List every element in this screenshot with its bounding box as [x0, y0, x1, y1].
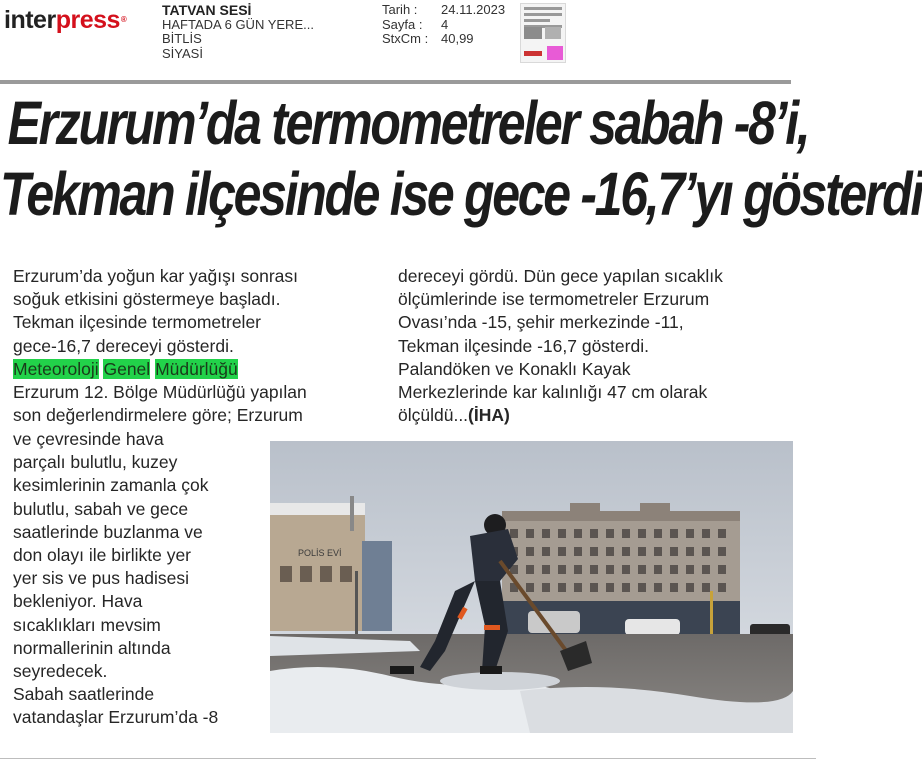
- header-divider: [0, 80, 791, 84]
- text-line: bekleniyor. Hava: [13, 591, 143, 612]
- text-line: Tekman ilçesinde termometreler: [13, 312, 262, 333]
- publication-frequency: HAFTADA 6 GÜN YERE...: [162, 16, 314, 32]
- article-column-2: [398, 265, 798, 427]
- text-line: normallerinin altında: [13, 637, 171, 658]
- highlight-mudurlugu: Müdürlüğü: [155, 358, 238, 379]
- text-line: soğuk etkisini göstermeye başladı.: [13, 289, 281, 310]
- highlight-meteoroloji: Meteoroloji: [13, 358, 99, 379]
- publication-category: SİYASİ: [162, 45, 203, 61]
- logo-registered-mark: ®: [120, 15, 127, 24]
- article-photo: [270, 441, 793, 733]
- headline-line-2: Tekman ilçesinde ise gece -16,7’yı gösterdi: [0, 159, 922, 229]
- text-line: gece-16,7 dereceyi gösterdi.: [13, 335, 234, 356]
- interpress-logo: [4, 6, 126, 34]
- text-line: Tekman ilçesinde -16,7 gösterdi.: [398, 335, 649, 356]
- text-line: Erzurum 12. Bölge Müdürlüğü yapılan: [13, 382, 307, 403]
- text-line: ölçümlerinde ise termometreler Erzurum: [398, 289, 710, 310]
- article-column-1-continued: [13, 428, 268, 730]
- text-line: vatandaşlar Erzurum’da -8: [13, 707, 219, 728]
- stxcm-value: 40,99: [441, 31, 474, 46]
- page-row: [382, 18, 505, 33]
- headline-line-1: Erzurum’da termometreler sabah -8’i,: [7, 89, 809, 158]
- date-value: 24.11.2023: [441, 2, 506, 17]
- publication-name: TATVAN SESİ: [162, 2, 252, 18]
- date-label: Tarih :: [382, 2, 418, 17]
- article-headline: [0, 88, 922, 230]
- page-value: 4: [441, 16, 449, 32]
- text-line: kesimlerinin zamanla çok: [13, 475, 209, 496]
- publication-info: [162, 3, 314, 61]
- building-sign: POLİS EVİ: [298, 548, 342, 558]
- text-line: yer sis ve pus hadisesi: [13, 568, 190, 589]
- date-row: [382, 3, 505, 18]
- text-line: dereceyi gördü. Dün gece yapılan sıcaklık: [398, 266, 723, 286]
- text-line: [398, 404, 798, 427]
- text-line: Palandöken ve Konaklı Kayak: [398, 358, 631, 379]
- text-line: Ovası’nda -15, şehir merkezinde -11,: [398, 312, 684, 333]
- highlight-genel: Genel: [103, 358, 151, 379]
- source-credit: (İHA): [468, 405, 510, 426]
- text-line: bulutlu, sabah ve gece: [13, 498, 189, 519]
- publication-city: BİTLİS: [162, 31, 202, 46]
- stxcm-label: StxCm :: [382, 31, 429, 46]
- text-fragment: ölçüldü...: [398, 405, 469, 426]
- text-line: Erzurum’da yoğun kar yağışı sonrası: [13, 266, 298, 286]
- page-thumbnail[interactable]: [520, 3, 566, 63]
- page-label: Sayfa :: [382, 16, 423, 32]
- highlighted-line: [13, 358, 383, 381]
- text-line: sıcaklıkları mevsim: [13, 614, 161, 635]
- text-line: seyredecek.: [13, 661, 108, 682]
- text-line: saatlerinde buzlanma ve: [13, 521, 203, 542]
- bottom-divider: [0, 758, 816, 759]
- text-line: Sabah saatlerinde: [13, 684, 155, 705]
- text-line: don olayı ile birlikte yer: [13, 545, 191, 566]
- clipping-details: [382, 3, 505, 47]
- text-line: Merkezlerinde kar kalınlığı 47 cm olarak: [398, 382, 708, 403]
- article-column-1: [13, 265, 383, 427]
- text-line: son değerlendirmelere göre; Erzurum: [13, 405, 303, 426]
- logo-part-press: press: [55, 6, 120, 34]
- logo-part-inter: inter: [4, 6, 56, 34]
- text-line: ve çevresinde hava: [13, 429, 164, 449]
- text-line: parçalı bulutlu, kuzey: [13, 452, 178, 473]
- stxcm-row: [382, 32, 505, 47]
